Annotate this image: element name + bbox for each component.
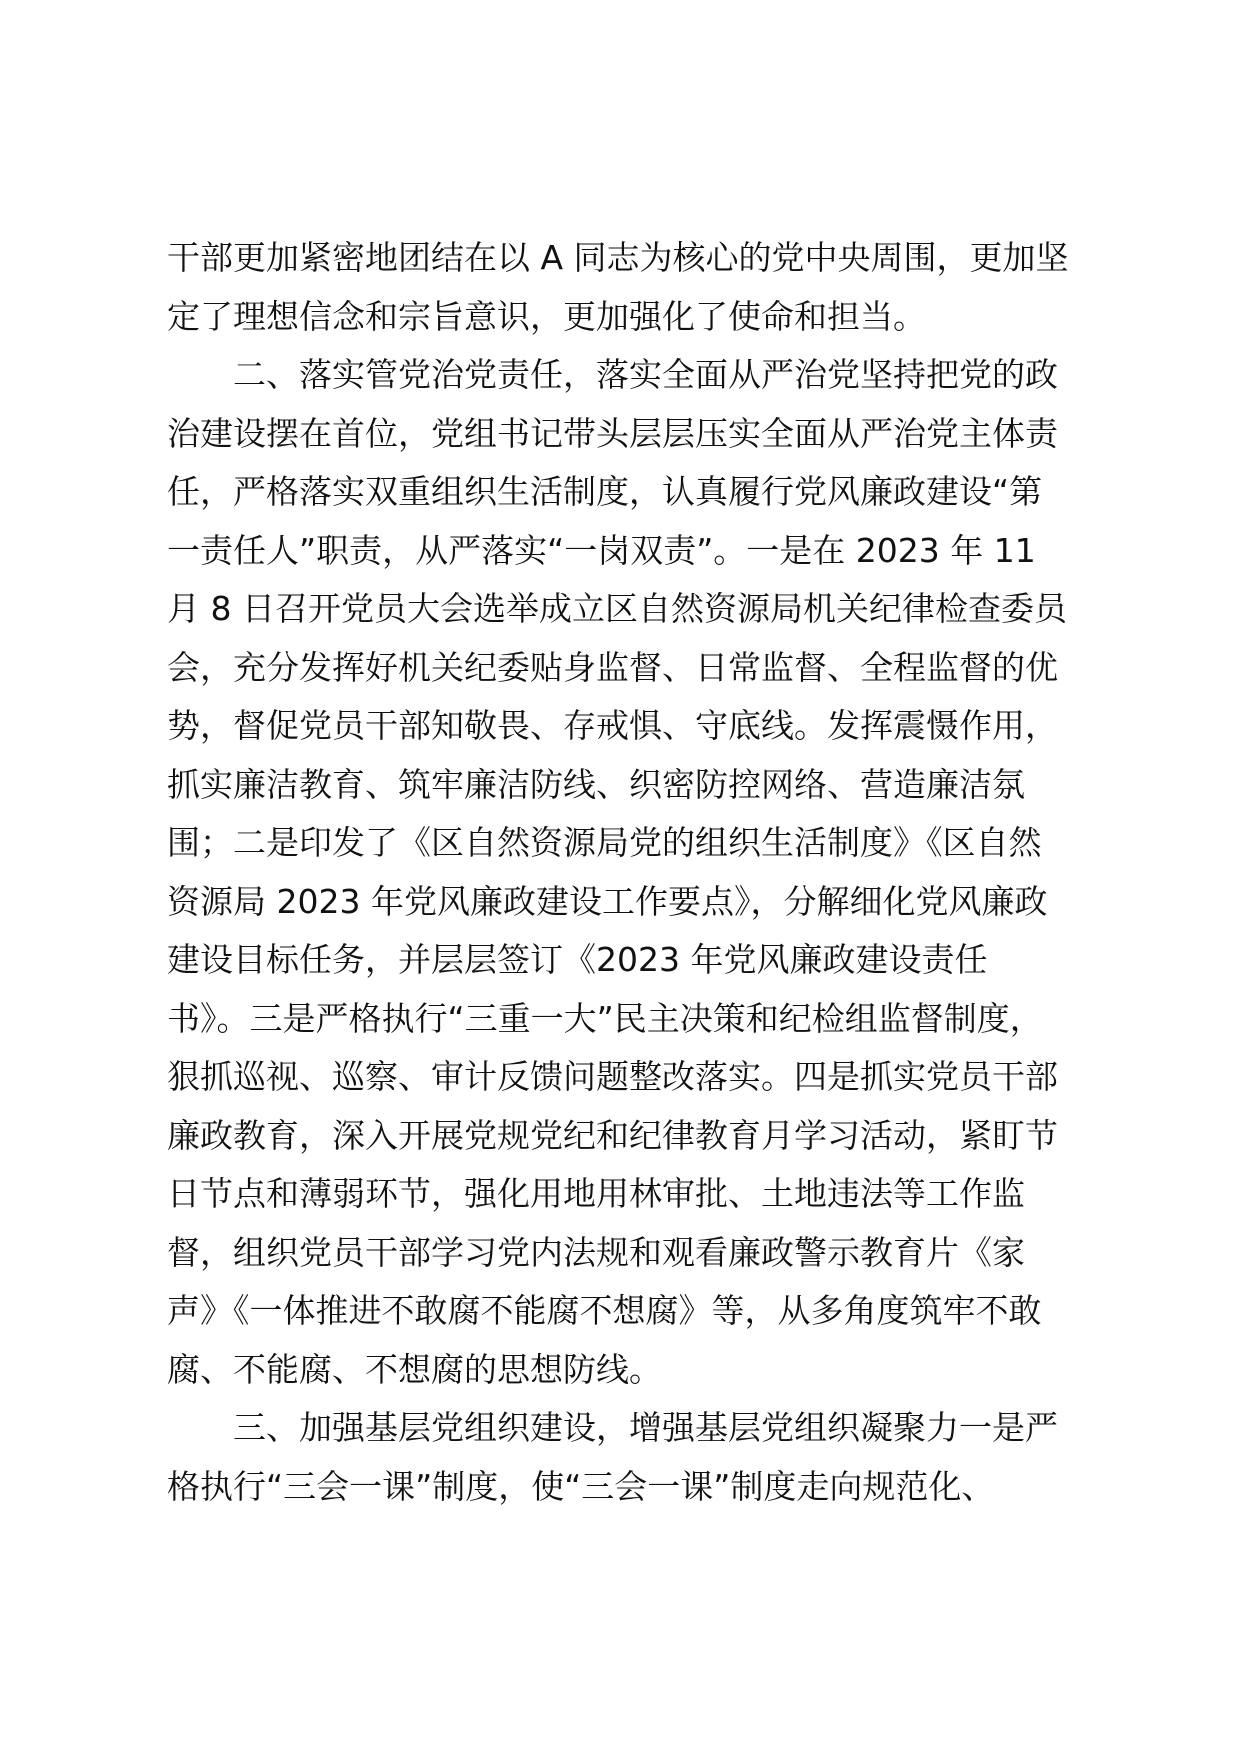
text-line: 建设目标任务，并层层签订《2023 年党风廉政建设责任 xyxy=(167,940,988,979)
text-line: 腐、不能腐、不想腐的思想防线。 xyxy=(167,1349,662,1389)
text-line: 会，充分发挥好机关纪委贴身监督、日常监督、全程监督的优 xyxy=(167,647,1058,687)
text-line: 势，督促党员干部知敬畏、存戒惧、守底线。发挥震慑作用， xyxy=(167,706,1058,745)
text-line: 督，组织党员干部学习党内法规和观看廉政警示教育片《家 xyxy=(167,1232,1025,1272)
text-line: 月 8 日召开党员大会选举成立区自然资源局机关纪律检查委员 xyxy=(167,589,1067,628)
text-line: 一责任人”职责，从严落实“一岗双责”。一是在 2023 年 11 xyxy=(167,530,1036,570)
text-line: 定了理想信念和宗旨意识，更加强化了使命和担当。 xyxy=(167,296,926,336)
text-line: 治建设摆在首位，党组书记带头层层压实全面从严治党主体责 xyxy=(167,413,1058,453)
text-line: 廉政教育，深入开展党规党纪和纪律教育月学习活动，紧盯节 xyxy=(167,1115,1058,1155)
text-line: 狠抓巡视、巡察、审计反馈问题整改落实。四是抓实党员干部 xyxy=(167,1057,1058,1096)
text-line: 格执行“三会一课”制度，使“三会一课”制度走向规范化、 xyxy=(167,1466,995,1506)
text-line: 资源局 2023 年党风廉政建设工作要点》，分解细化党风廉政 xyxy=(167,881,1048,921)
text-line: 声》《一体推进不敢腐不能腐不想腐》等，从多角度筑牢不敢 xyxy=(167,1291,1042,1330)
text-line: 抓实廉洁教育、筑牢廉洁防线、织密防控网络、营造廉洁氛 xyxy=(167,764,1025,804)
text-line: 三、加强基层党组织建设，增强基层党组织凝聚力一是严 xyxy=(167,1408,1058,1447)
text-line: 任，严格落实双重组织生活制度，认真履行党风廉政建设“第 xyxy=(167,472,1043,511)
text-line: 围；二是印发了《区自然资源局党的组织生活制度》《区自然 xyxy=(167,823,1042,862)
text-line: 日节点和薄弱环节，强化用地用林审批、土地违法等工作监 xyxy=(167,1174,1025,1213)
text-line: 干部更加紧密地团结在以 A 同志为核心的党中央周围，更加坚 xyxy=(167,238,1069,277)
text-line: 书》。三是严格执行“三重一大”民主决策和纪检组监督制度， xyxy=(167,998,1043,1038)
text-line: 二、落实管党治党责任，落实全面从严治党坚持把党的政 xyxy=(167,355,1058,394)
body-text xyxy=(167,229,1082,1516)
